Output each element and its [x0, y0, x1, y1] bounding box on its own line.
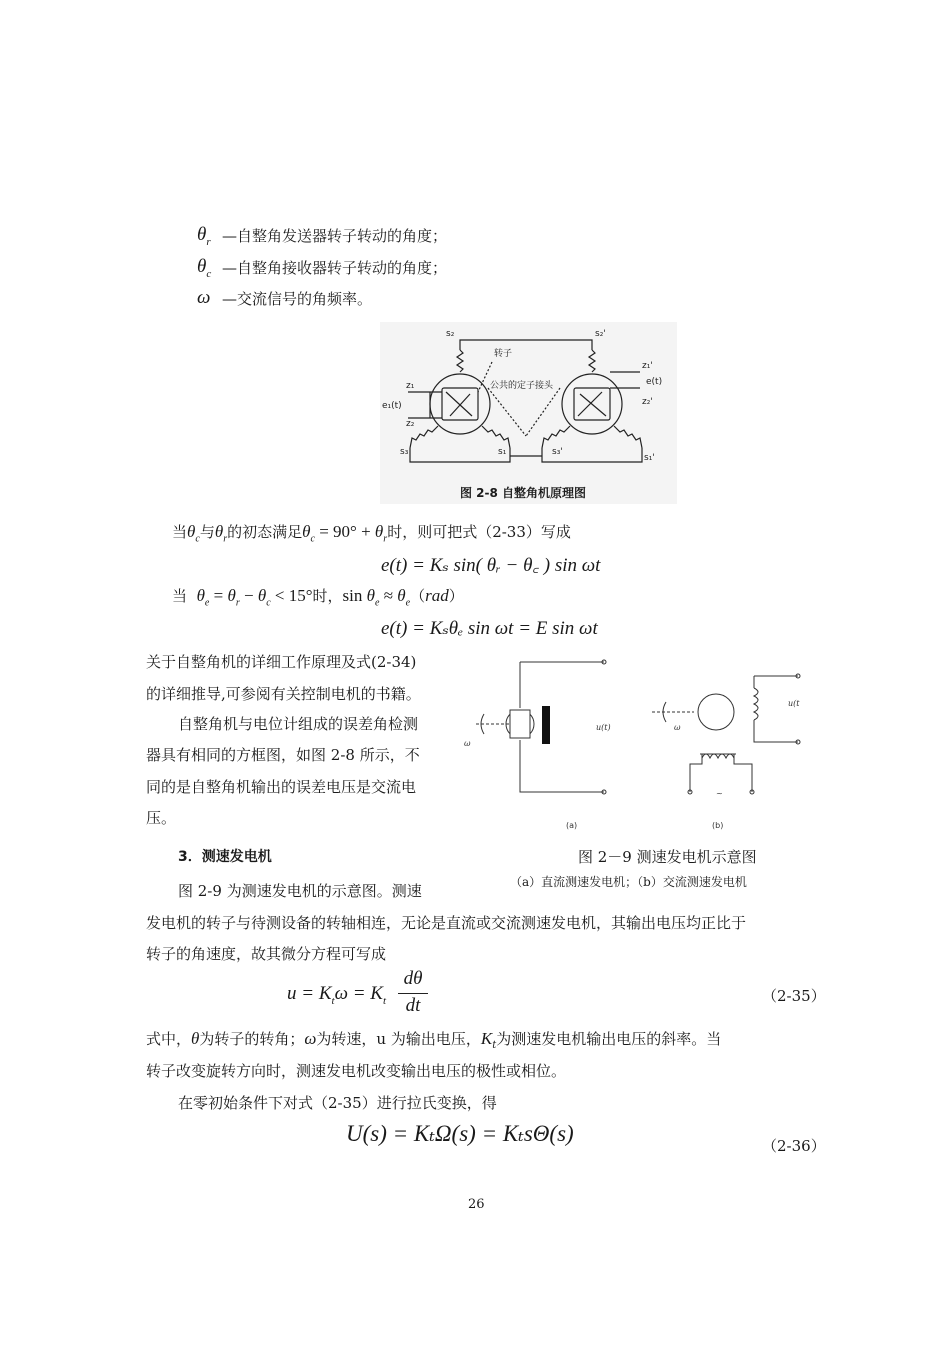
label-z2p: z₂'	[642, 397, 653, 407]
equation-2-36: U(s) = KₜΩ(s) = KₜsΘ(s)	[346, 1121, 574, 1146]
equation-et-2: e(t) = Kₛθₑ sin ωt = E sin ωt	[381, 618, 598, 639]
selsyn-diagram	[380, 322, 677, 504]
label-ut-a: u(t)	[596, 723, 611, 732]
figure-2-9	[462, 656, 812, 836]
body-line-1: 图 2-9 为测速发电机的示意图。测速	[178, 882, 422, 900]
label-ut-b: u(t	[788, 699, 800, 708]
label-omega-b: ω	[674, 723, 681, 732]
figure-2-8	[380, 322, 677, 504]
label-z1: z₁	[406, 381, 415, 391]
laplace-intro: 在零初始条件下对式（2-35）进行拉氏变换，得	[178, 1094, 497, 1112]
def-omega: —交流信号的角频率。	[222, 290, 373, 308]
def-theta-r: —自整角发送器转子转动的角度；	[222, 227, 448, 245]
figure-2-8-caption: 图 2-8 自整角机原理图	[460, 486, 587, 500]
dc-brush	[542, 706, 550, 744]
def-theta-c: —自整角接收器转子转动的角度；	[222, 259, 448, 277]
label-s3p: s₃'	[552, 447, 563, 457]
small-angle-line: 当 $\theta_e = \theta_r - \theta_c < 15^\circ$时，$\sin \theta_e \approx \theta_e(rad)$	[172, 586, 464, 609]
equation-et-1: e(t) = Kₛ sin( θᵣ − θ꜀ ) sin ωt	[381, 555, 601, 576]
label-e1: e₁(t)	[382, 401, 402, 411]
theta-c-symbol: $\theta_c$	[197, 256, 212, 280]
label-b: (b)	[712, 821, 724, 830]
figure-2-9-caption: 图 2－9 测速发电机示意图	[578, 848, 757, 866]
theta-r-symbol: $\theta_r$	[197, 224, 211, 248]
eq-2-35-numerator: dθ	[403, 968, 423, 989]
left-text-line-1: 关于自整角机的详细工作原理及式(2-34)	[146, 653, 417, 671]
label-s2p: s₂'	[595, 329, 606, 339]
omega-symbol: ω	[197, 287, 211, 308]
left-text-line-6: 压。	[146, 809, 177, 827]
label-rotor: 转子	[494, 349, 513, 359]
label-s3: s₃	[400, 447, 409, 457]
label-s1p: s₁'	[644, 453, 655, 463]
body-line-3: 转子的角速度，故其微分方程可写成	[146, 945, 387, 963]
label-s1: s₁	[498, 447, 507, 457]
explanation-line-2: 转子改变旋转方向时，测速发电机改变输出电压的极性或相位。	[146, 1062, 567, 1080]
eq-2-35-denominator: dt	[405, 995, 421, 1016]
body-line-2: 发电机的转子与待测设备的转轴相连，无论是直流或交流测速发电机，其输出电压均正比于	[146, 914, 747, 932]
left-text-line-3: 自整角机与电位计组成的误差角检测	[178, 715, 419, 733]
section-heading: 3．测速发电机	[178, 849, 272, 865]
left-text-line-2: 的详细推导,可参阅有关控制电机的书籍。	[146, 685, 421, 703]
label-et: e(t)	[646, 377, 663, 387]
label-s2: s₂	[446, 329, 455, 339]
tachogenerator-diagram	[462, 656, 812, 836]
label-common: 公共的定子接头	[490, 381, 554, 391]
eq-2-36-number: （2-36）	[762, 1137, 826, 1155]
figure-2-9-subcaption: （a）直流测速发电机；（b）交流测速发电机	[510, 875, 747, 889]
label-z1p: z₁'	[642, 361, 653, 371]
label-z2: z₂	[406, 419, 415, 429]
fraction-bar	[398, 993, 428, 994]
eq-2-35-number: （2-35）	[762, 987, 826, 1005]
equation-2-35: $u = K_t\omega = K_t$	[287, 983, 387, 1007]
label-a: (a)	[566, 821, 578, 830]
explanation-line-1: 式中，θ为转子的转角；ω为转速，u 为输出电压，$K_t$为测速发电机输出电压的斜率。当	[146, 1029, 722, 1051]
left-text-line-4: 器具有相同的方框图，如图 2-8 所示，不	[146, 746, 420, 764]
page-number: 26	[468, 1197, 485, 1212]
label-tilde: ~	[716, 789, 723, 798]
left-text-line-5: 同的是自整角机输出的误差电压是交流电	[146, 778, 417, 796]
label-omega-a: ω	[464, 739, 471, 748]
initial-state-line: 当$\theta_c$与$\theta_r$的初态满足$\theta_c = 90^\circ + \theta_r$时，则可把式（2-33）写成	[172, 522, 571, 545]
